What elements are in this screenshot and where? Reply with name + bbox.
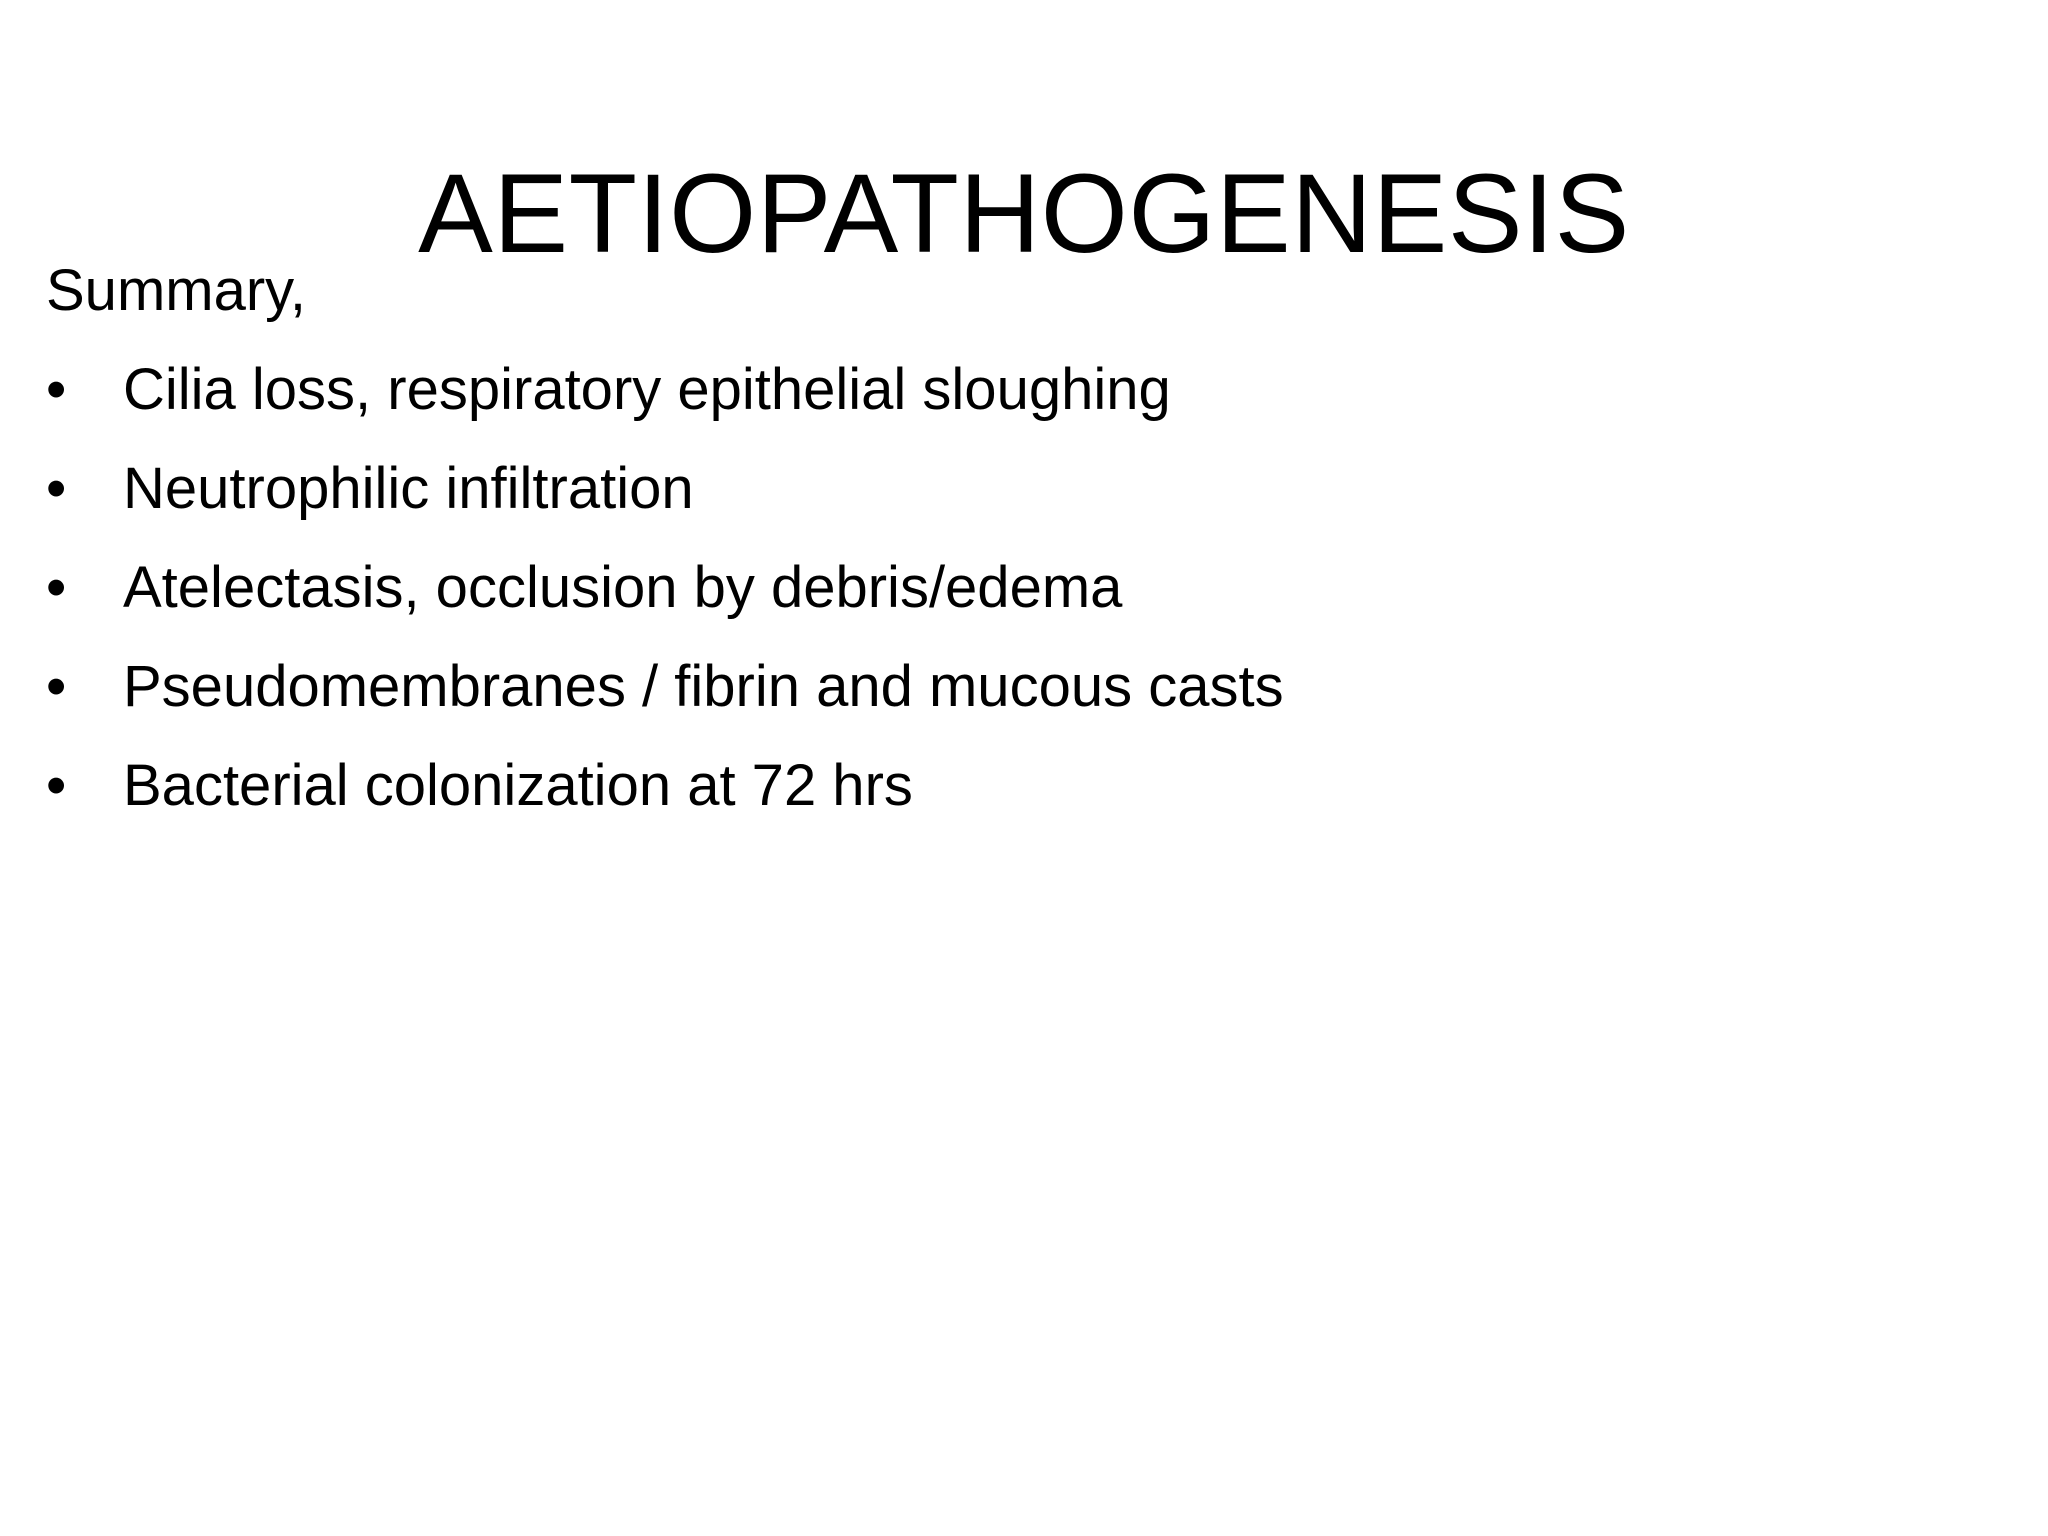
summary-intro: Summary, bbox=[46, 258, 306, 323]
bullet-item-bacterial-colonization bbox=[46, 753, 1946, 819]
bullet-icon: • bbox=[46, 555, 67, 620]
bullet-icon: • bbox=[46, 456, 67, 521]
slide-body bbox=[46, 258, 1946, 852]
bullet-item-neutrophilic-infiltration bbox=[46, 456, 1946, 522]
bullet-icon: • bbox=[46, 654, 67, 719]
bullet-text: Pseudomembranes / fibrin and mucous casts bbox=[123, 654, 1284, 719]
slide-title: AETIOPATHOGENESIS bbox=[418, 151, 1630, 277]
bullet-item-cilia-loss bbox=[46, 357, 1946, 423]
bullet-text: Neutrophilic infiltration bbox=[123, 456, 694, 521]
bullet-text: Cilia loss, respiratory epithelial sloughing bbox=[123, 357, 1171, 422]
bullet-item-atelectasis bbox=[46, 555, 1946, 621]
summary-bullet-list bbox=[46, 357, 1946, 819]
bullet-icon: • bbox=[46, 357, 67, 422]
bullet-text: Bacterial colonization at 72 hrs bbox=[123, 753, 913, 818]
bullet-item-pseudomembranes bbox=[46, 654, 1946, 720]
bullet-text: Atelectasis, occlusion by debris/edema bbox=[123, 555, 1123, 620]
bullet-icon: • bbox=[46, 753, 67, 818]
